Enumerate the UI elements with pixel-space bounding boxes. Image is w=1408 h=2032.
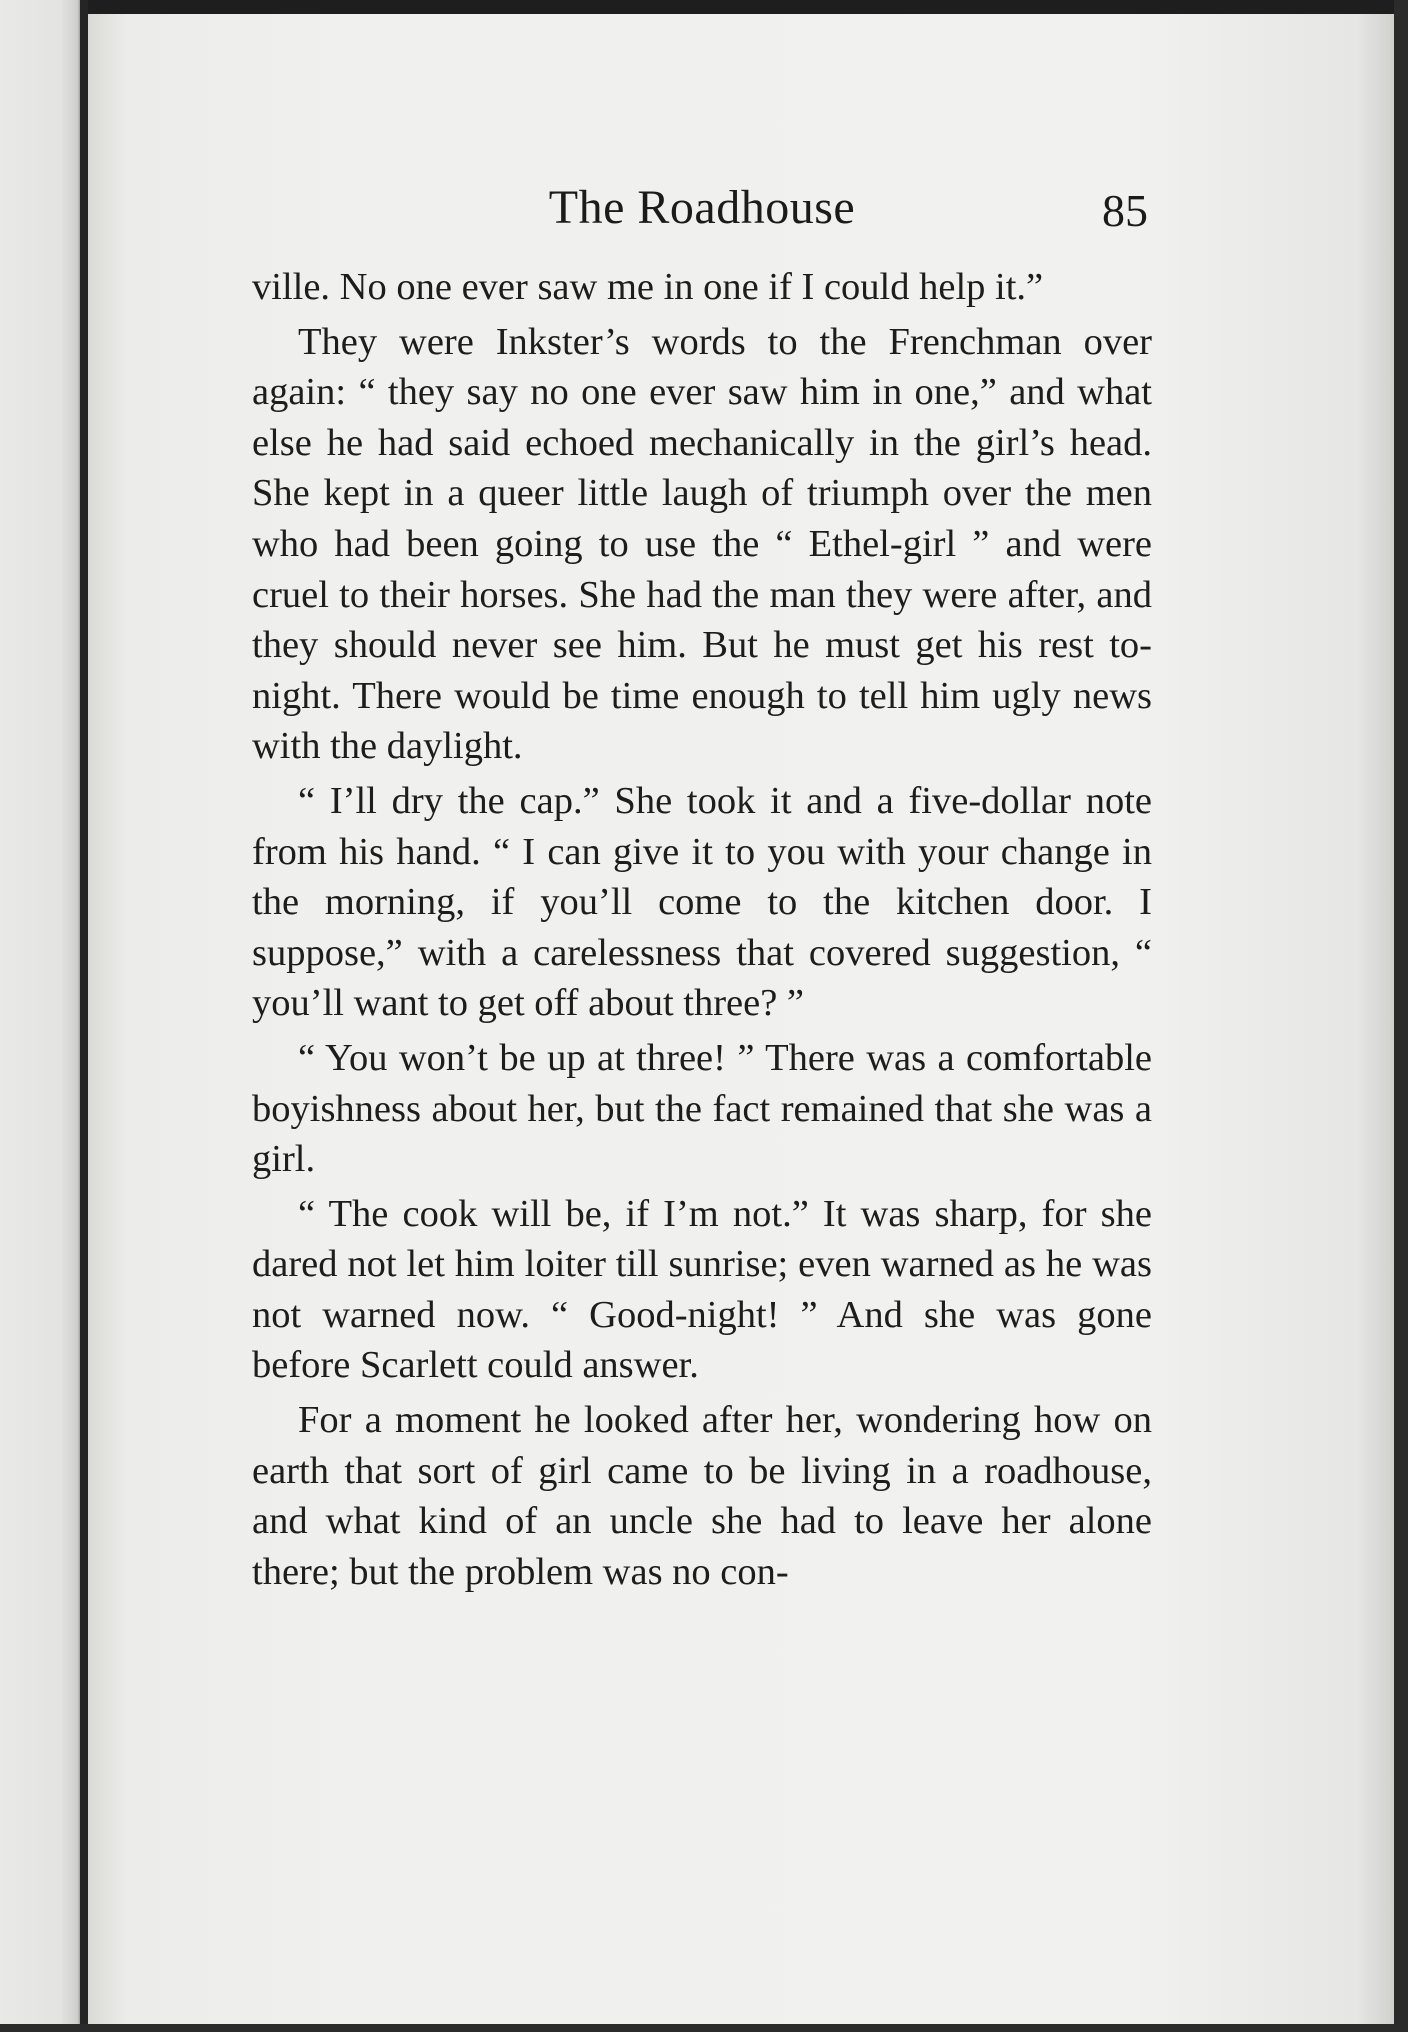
running-title: The Roadhouse: [548, 181, 856, 234]
paragraph: “ I’ll dry the cap.” She took it and a five-dollar note from his hand. “ I can give it to you with your change in the morning, if you’ll come to the kitchen door. I suppose,” with a carelessness that covered suggestion, “ you’ll want to get off about three? ”: [252, 779, 1152, 1025]
scan-border-bottom: [0, 2024, 1408, 2032]
binding-gutter: [80, 0, 88, 2032]
paragraph: “ You won’t be up at three! ” There was a comfortable boyishness about her, but the fact remained that she was a girl.: [252, 1036, 1152, 1181]
paragraph-continued: ville. No one ever saw me in one if I could help it.”: [252, 266, 1044, 308]
body-text: [252, 262, 1152, 1601]
paragraph: For a moment he looked after her, wondering how on earth that sort of girl came to be living in a roadhouse, and what kind of an uncle she had to leave her alone there; but the problem was no con-: [252, 1399, 1152, 1593]
scan-border-right: [1394, 0, 1408, 2032]
paragraph: “ The cook will be, if I’m not.” It was sharp, for she dared not let him loiter till sunrise; even warned as he was not warned now. “ Good-night! ” And she was gone before Scarlett could answer.: [252, 1192, 1152, 1387]
page-header: [252, 180, 1152, 250]
paragraph: They were Inkster’s words to the Frenchman over again: “ they say no one ever saw him in one,” and what else he had said echoed mechanically in the girl’s head. She kept in a queer little laugh of triumph over the men who had been going to use the “ Ethel-girl ” and were cruel to their horses. She had the man they were after, and they should never see him. But he must get his rest to-night. There would be time enough to tell him ugly news with the daylight.: [252, 320, 1152, 768]
page-number: 85: [1102, 185, 1148, 236]
previous-page-edge: [0, 0, 86, 2032]
